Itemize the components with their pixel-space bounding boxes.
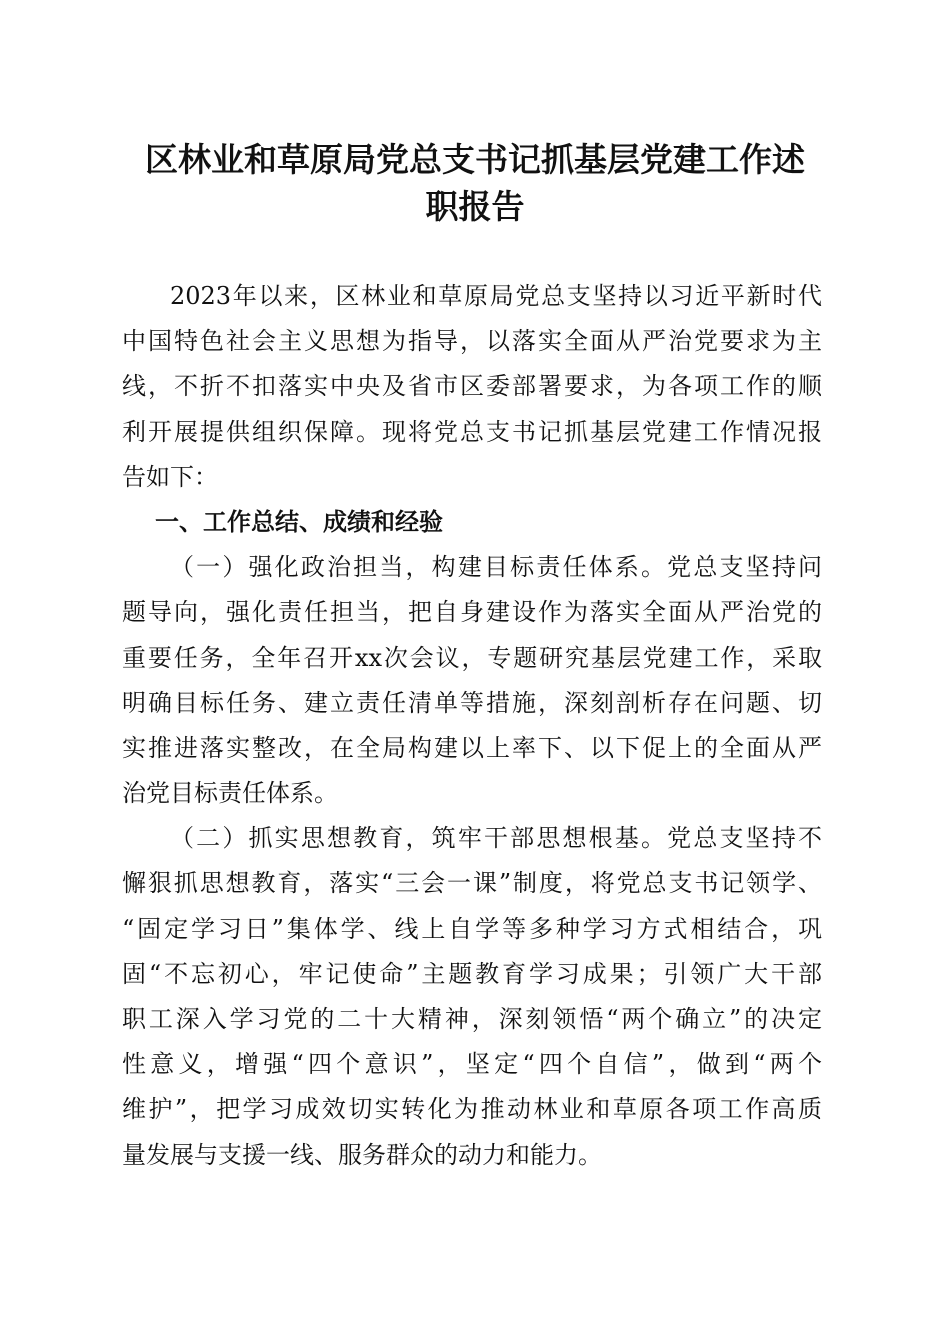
title-line: 区林业和草原局党总支书记抓基层党建工作述 <box>145 140 805 179</box>
paragraph-line: 固“不忘初心，牢记使命”主题教育学习成果；引领广大干部 <box>122 959 822 988</box>
paragraph-line: （一）强化政治担当，构建目标责任体系。党总支坚持问 <box>170 553 822 582</box>
paragraph-line: 利开展提供组织保障。现将党总支书记抓基层党建工作情况报 <box>122 417 822 446</box>
document-body <box>122 274 822 1178</box>
paragraph-line: 实推进落实整改，在全局构建以上率下、以下促上的全面从严 <box>122 733 822 762</box>
paragraph-line: 题导向，强化责任担当，把自身建设作为落实全面从严治党的 <box>122 598 822 627</box>
paragraph-line: 维护”，把学习成效切实转化为推动林业和草原各项工作高质 <box>122 1095 822 1124</box>
title-line: 职报告 <box>425 187 525 226</box>
paragraph-line: 职工深入学习党的二十大精神，深刻领悟“两个确立”的决定 <box>122 1005 822 1033</box>
paragraph-line: 中国特色社会主义思想为指导，以落实全面从严治党要求为主 <box>122 327 822 356</box>
paragraph-line: 2023年以来，区林业和草原局党总支坚持以习近平新时代 <box>170 282 822 310</box>
document-title <box>0 136 950 230</box>
paragraph-line: 重要任务，全年召开xx次会议，专题研究基层党建工作，采取 <box>122 643 822 672</box>
paragraph <box>122 274 822 500</box>
paragraph-line: 性意义，增强“四个意识”，坚定“四个自信”，做到“两个 <box>122 1050 822 1079</box>
paragraph-line: “固定学习日”集体学、线上自学等多种学习方式相结合，巩 <box>122 914 822 943</box>
paragraph <box>122 816 822 1178</box>
paragraph-line: 告如下： <box>122 462 218 491</box>
paragraph-line: 明确目标任务、建立责任清单等措施，深刻剖析存在问题、切 <box>122 688 822 717</box>
paragraph <box>122 545 822 816</box>
paragraph-line: 量发展与支援一线、服务群众的动力和能力。 <box>122 1140 602 1169</box>
paragraph-line: （二）抓实思想教育，筑牢干部思想根基。党总支坚持不 <box>170 824 822 853</box>
paragraph-line: 治党目标责任体系。 <box>122 779 338 808</box>
paragraph-line: 线，不折不扣落实中央及省市区委部署要求，为各项工作的顺 <box>122 372 822 401</box>
paragraph-line: 懈狠抓思想教育，落实“三会一课”制度，将党总支书记领学、 <box>122 869 822 898</box>
section-heading: 一、工作总结、成绩和经验 <box>155 507 443 536</box>
